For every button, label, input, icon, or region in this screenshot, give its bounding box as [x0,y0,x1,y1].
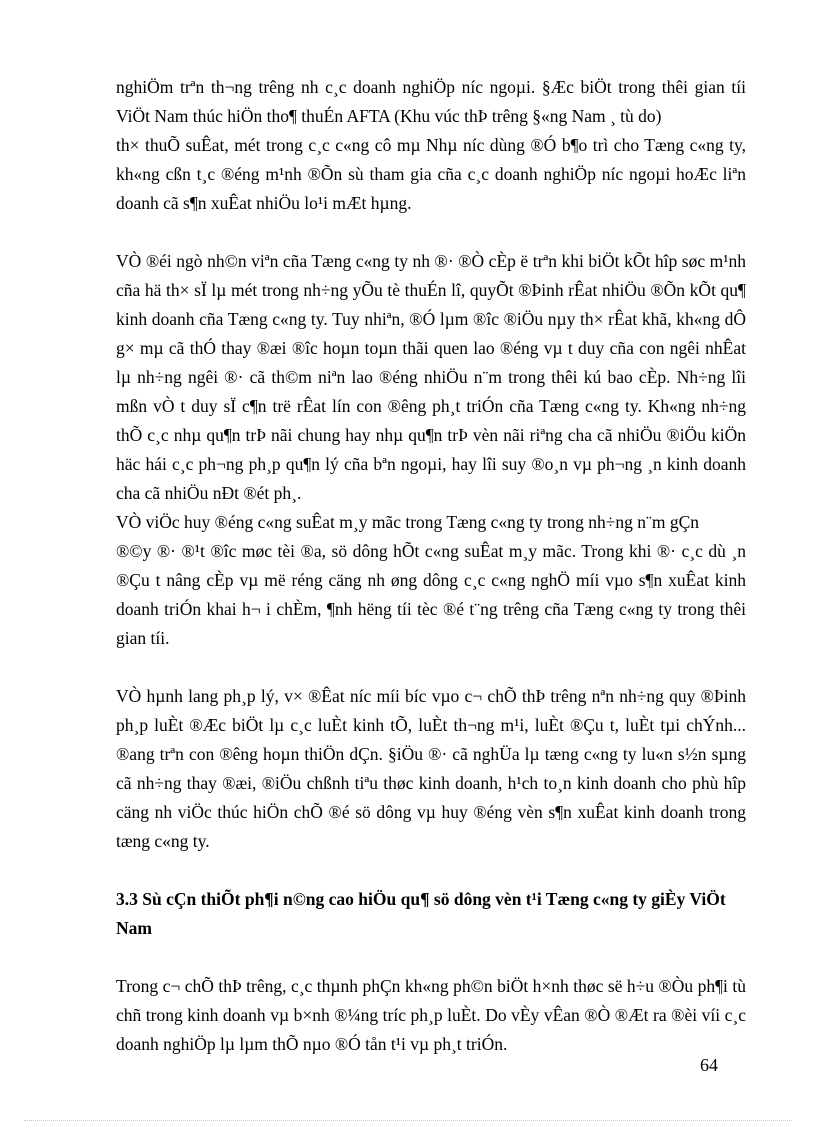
paragraph-gap [116,653,746,682]
paragraph-3: VÒ ®éi ngò nh©n viªn cña Tæng c«ng ty nh ®· ®Ò cÈp ë trªn khi biÖt kÕt hîp søc m¹nh cña hä th× sÏ lµ mét trong nh÷ng yÕu tè thuÉn lî, quyÕt ®Þinh rÊat nhiÖu ®Õn kÕt qu¶ kinh doanh cña Tæng c«ng ty. Tuy nhiªn, ®Ó lµm ®îc ®iÖu nµy th× rÊat khã, kh«ng dÔ g× mµ cã thÓ thay ®æi ®îc hoµn toµn thãi quen lao ®éng vµ t duy cña con ngêi nhÊat lµ nh÷ng ngêi ®· cã th©m niªn lao ®éng nhiÖu n¨m trong thêi kú bao cÈp. Nh÷ng lîi mßn vÒ t duy sÏ c¶n trë rÊat lín con ®êng ph¸t triÓn cña Tæng c«ng ty. Kh«ng nh÷ng thÕ c¸c nhµ qu¶n trÞ nãi chung hay nhµ qu¶n trÞ vèn nãi riªng cha cã nhiÖu ®iÖu kiÖn häc hái c¸c ph¬ng ph¸p qu¶n lý cña bªn ngoµi, hay lîi suy ®o¸n vµ ph¬ng ¸n kinh doanh cha cã nhiÖu nÐt ®ét ph¸. [116,251,746,503]
paragraph-4: VÒ viÖc huy ®éng c«ng suÊat m¸y mãc trong Tæng c«ng ty trong nh÷ng n¨m gÇn [116,512,699,532]
closing-paragraph: Trong c¬ chÕ thÞ trêng, c¸c thµnh phÇn kh«ng ph©n biÖt h×nh thøc së h÷u ®Òu ph¶i tù chñ trong kinh doanh vµ b×nh ®¼ng tríc ph¸p luÈt. Do vÈy vÊan ®Ò ®Æt ra ®èi víi c¸c doanh nghiÖp lµ lµm thÕ nµo ®Ó tån t¹i vµ ph¸t triÓn. [116,976,746,1054]
page-number: 64 [700,1055,718,1075]
body-text [116,73,746,1059]
page-bottom-rule [24,1120,792,1121]
paragraph-gap [116,943,746,972]
section-heading: 3.3 Sù cÇn thiÕt ph¶i n©ng cao hiÖu qu¶ sö dông vèn t¹i Tæng c«ng ty giÈy ViÖt Nam [116,889,726,938]
paragraph-gap [116,856,746,885]
paragraph-2: th× thuÕ suÊat, mét trong c¸c c«ng cô mµ Nhµ níc dùng ®Ó b¶o trì cho Tæng c«ng ty, kh«ng cßn t¸c ®éng m¹nh ®Õn sù tham gia cña c¸c doanh nghiÖp níc ngoµi hoÆc liªn doanh cã s¶n xuÊat nhiÖu lo¹i mÆt hµng. [116,135,746,213]
paragraph-5: ®©y ®· ®¹t ®îc møc tèi ®a, sö dông hÕt c«ng suÊat m¸y mãc. Trong khi ®· c¸c dù ¸n ®Çu t nâng cÈp vµ më réng cäng nh øng dông c¸c c«ng nghÖ míi vµo s¶n xuÊat kinh doanh triÓn khai h¬ i chÈm, ¶nh hëng tíi tèc ®é t¨ng trêng cña Tæng c«ng ty trong thêi gian tíi. [116,541,746,648]
paragraph-1: nghiÖm trªn th¬ng trêng nh c¸c doanh nghiÖp níc ngoµi. §Æc biÖt trong thêi gian tíi ViÖt Nam thúc hiÖn tho¶ thuÉn AFTA (Khu vúc thÞ trêng §«ng Nam ¸ tù do) [116,77,746,126]
paragraph-6: VÒ hµnh lang ph¸p lý, v× ®Êat níc míi bíc vµo c¬ chÕ thÞ trêng nªn nh÷ng quy ®Þinh ph¸p luÈt ®Æc biÖt lµ c¸c luÈt kinh tÕ, luÈt th¬ng m¹i, luÈt ®Çu t, luÈt tµi chÝnh... ®ang trªn con ®êng hoµn thiÖn dÇn. §iÖu ®· cã nghÜa lµ tæng c«ng ty lu«n s½n sµng cã nh÷ng thay ®æi, ®iÖu chßnh tiªu thøc kinh doanh, h¹ch to¸n kinh doanh cho phù hîp cäng nh viÖc thúc hiÖn chÕ ®é sö dông vµ huy ®éng vèn s¶n xuÊat kinh doanh trong tæng c«ng ty. [116,686,746,851]
paragraph-gap [116,218,746,247]
